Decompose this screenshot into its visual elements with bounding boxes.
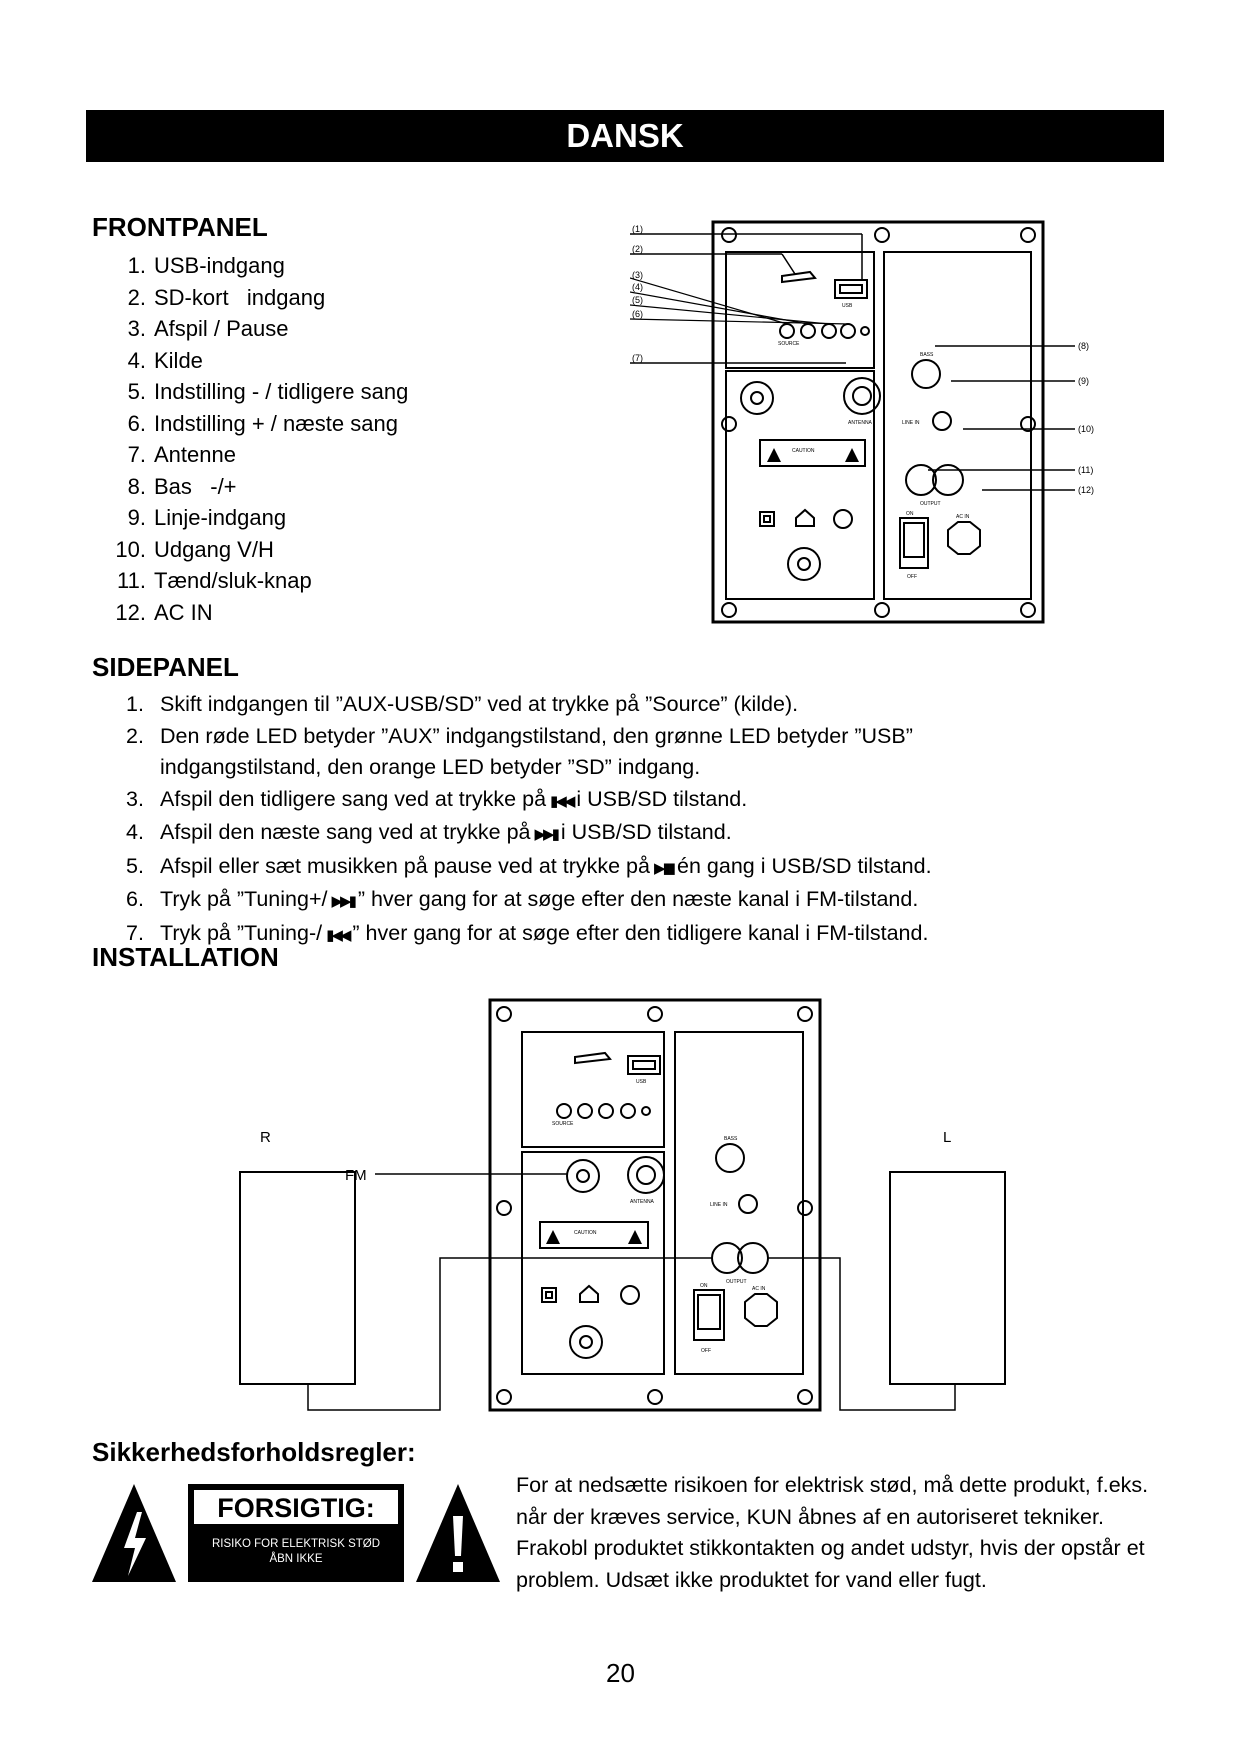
front-callout-12: (12)	[1078, 485, 1095, 495]
item-number: 7.	[126, 920, 144, 945]
caution-sign-line1: RISIKO FOR ELEKTRISK STØD	[211, 1538, 381, 1550]
next-track-icon: ▶▶▮	[331, 893, 354, 910]
frontpanel-item	[112, 471, 408, 503]
front-callout-4: (4)	[632, 282, 643, 292]
front-callout-9: (9)	[1078, 376, 1089, 386]
previous-track-icon: ▮◀◀	[550, 792, 573, 810]
item-text: Den røde LED betyder ”AUX” indgangstilstand, den grønne LED betyder ”USB” indgangstilstand, den orange LED betyder ”SD” indgang.	[160, 723, 913, 779]
front-callout-8: (8)	[1078, 341, 1089, 351]
front-on-label: ON	[906, 511, 914, 517]
front-panel-diagram	[630, 218, 1135, 628]
item-number: 7.	[127, 442, 146, 467]
frontpanel-item	[112, 408, 408, 440]
item-text: AC IN	[154, 599, 213, 625]
item-text: i USB/SD tilstand.	[576, 786, 748, 811]
front-bass-label: BASS	[920, 352, 934, 358]
previous-track-icon: ▮◀◀	[326, 926, 349, 944]
item-text: Kilde	[154, 347, 203, 373]
front-callout-10: (10)	[1078, 424, 1095, 434]
item-number: 4.	[127, 347, 146, 373]
frontpanel-heading: FRONTPANEL	[92, 212, 268, 242]
front-antenna-label: ANTENNA	[848, 420, 872, 426]
item-text: én gang i USB/SD tilstand.	[677, 853, 932, 878]
item-text: i USB/SD tilstand.	[560, 820, 732, 844]
sidepanel-item	[126, 851, 1146, 885]
safety-heading: Sikkerhedsforholdsregler:	[92, 1437, 416, 1467]
front-usb-label: USB	[842, 303, 853, 309]
front-callout-7: (7)	[632, 353, 643, 363]
frontpanel-item	[112, 534, 408, 566]
item-number: 2.	[127, 284, 146, 310]
frontpanel-item	[112, 376, 408, 408]
front-callout-6: (6)	[632, 309, 643, 319]
frontpanel-item	[112, 345, 408, 377]
installation-diagram	[200, 990, 1060, 1430]
install-antenna-label: ANTENNA	[630, 1199, 654, 1205]
frontpanel-list	[112, 250, 408, 628]
item-number: 8.	[127, 473, 146, 499]
frontpanel-item	[112, 313, 408, 345]
item-text: Afspil den tidligere sang ved at trykke på	[160, 786, 547, 811]
item-text: Antenne	[154, 442, 236, 467]
item-text: Tænd/sluk-knap	[154, 568, 312, 593]
item-text: Udgang V/H	[154, 536, 274, 562]
front-callout-1: (1)	[632, 224, 643, 234]
frontpanel-item	[112, 439, 408, 471]
frontpanel-item	[112, 502, 408, 534]
frontpanel-item	[112, 597, 408, 629]
next-track-icon: ▶▶▮	[534, 826, 557, 843]
item-text: ” hver gang for at søge efter den tidligere kanal i FM-tilstand.	[352, 920, 929, 945]
item-number: 1.	[127, 253, 146, 278]
sidepanel-item	[126, 817, 1146, 851]
item-text: Afspil den næste sang ved at trykke på	[160, 820, 531, 844]
front-callout-2: (2)	[632, 244, 643, 254]
item-text: Bas -/+	[154, 473, 237, 499]
item-text: USB-indgang	[154, 253, 285, 278]
item-text: Skift indgangen til ”AUX-USB/SD” ved at trykke på ”Source” (kilde).	[160, 692, 799, 716]
install-on-label: ON	[700, 1283, 708, 1289]
item-text: Afspil / Pause	[154, 316, 289, 341]
sidepanel-heading: SIDEPANEL	[92, 652, 239, 682]
item-number: 1.	[126, 692, 144, 716]
item-text: ” hver gang for at søge efter den næste kanal i FM-tilstand.	[357, 887, 919, 911]
item-number: 3.	[126, 786, 144, 811]
item-text: Tryk på ”Tuning-/	[160, 920, 323, 945]
item-number: 6.	[126, 887, 144, 911]
install-output-label: OUTPUT	[726, 1279, 747, 1285]
frontpanel-item	[112, 282, 408, 314]
install-off-label: OFF	[701, 1348, 711, 1354]
install-bass-label: BASS	[724, 1136, 738, 1142]
front-source-label: SOURCE	[778, 341, 800, 347]
item-number: 10.	[115, 536, 146, 562]
front-callout-3: (3)	[632, 270, 643, 280]
front-caution-label: CAUTION	[792, 448, 815, 454]
sidepanel-item	[126, 918, 1146, 952]
front-line-in-label: LINE IN	[902, 420, 920, 426]
install-source-label: SOURCE	[552, 1121, 574, 1127]
sidepanel-item	[126, 721, 1146, 784]
item-number: 9.	[127, 505, 146, 530]
item-text: SD-kort indgang	[154, 284, 326, 310]
fm-label: FM	[345, 1167, 367, 1184]
frontpanel-item	[112, 250, 408, 282]
right-speaker-label: R	[260, 1129, 271, 1146]
item-text: Indstilling + / næste sang	[154, 410, 398, 436]
front-output-label: OUTPUT	[920, 501, 941, 507]
item-number: 12.	[115, 599, 146, 625]
sidepanel-item	[126, 784, 1146, 818]
item-number: 2.	[126, 723, 144, 748]
install-ac-in-label: AC IN	[752, 1286, 766, 1292]
safety-signs	[90, 1480, 510, 1590]
caution-sign-title: FORSIGTIG:	[217, 1493, 375, 1523]
install-line-in-label: LINE IN	[710, 1202, 728, 1208]
sidepanel-item	[126, 689, 1146, 721]
front-ac-in-label: AC IN	[956, 514, 970, 520]
item-number: 11.	[117, 568, 146, 593]
item-text: Indstilling - / tidligere sang	[154, 379, 409, 404]
language-banner: DANSK	[86, 110, 1164, 162]
play-pause-icon: ▶▮▮	[653, 859, 674, 877]
caution-sign-line2: ÅBN IKKE	[269, 1553, 323, 1565]
safety-text: For at nedsætte risikoen for elektrisk stød, må dette produkt, f.eks. når der kræves service, KUN åbnes af en autoriseret tekniker. Frakobl produktet stikkontakten og andet udstyr, hvis der opstår et problem. Udsæt ikke produktet for vand eller fugt.	[516, 1473, 1149, 1592]
install-caution-label: CAUTION	[574, 1230, 597, 1236]
sidepanel-item	[126, 884, 1146, 918]
front-callout-11: (11)	[1078, 465, 1094, 475]
install-usb-label: USB	[636, 1079, 647, 1085]
frontpanel-item	[112, 565, 408, 597]
item-number: 3.	[127, 316, 146, 341]
sidepanel-list	[126, 689, 1146, 951]
item-number: 4.	[126, 820, 144, 844]
item-number: 5.	[126, 853, 144, 878]
item-number: 6.	[127, 410, 146, 436]
front-callout-5: (5)	[632, 295, 643, 305]
item-text: Tryk på ”Tuning+/	[160, 887, 328, 911]
installation-heading: INSTALLATION	[92, 942, 279, 972]
item-number: 5.	[127, 379, 146, 404]
front-off-label: OFF	[907, 574, 917, 580]
page-number: 20	[606, 1658, 635, 1688]
left-speaker-label: L	[943, 1129, 952, 1146]
item-text: Afspil eller sæt musikken på pause ved at trykke på	[160, 853, 650, 878]
item-text: Linje-indgang	[154, 505, 287, 530]
